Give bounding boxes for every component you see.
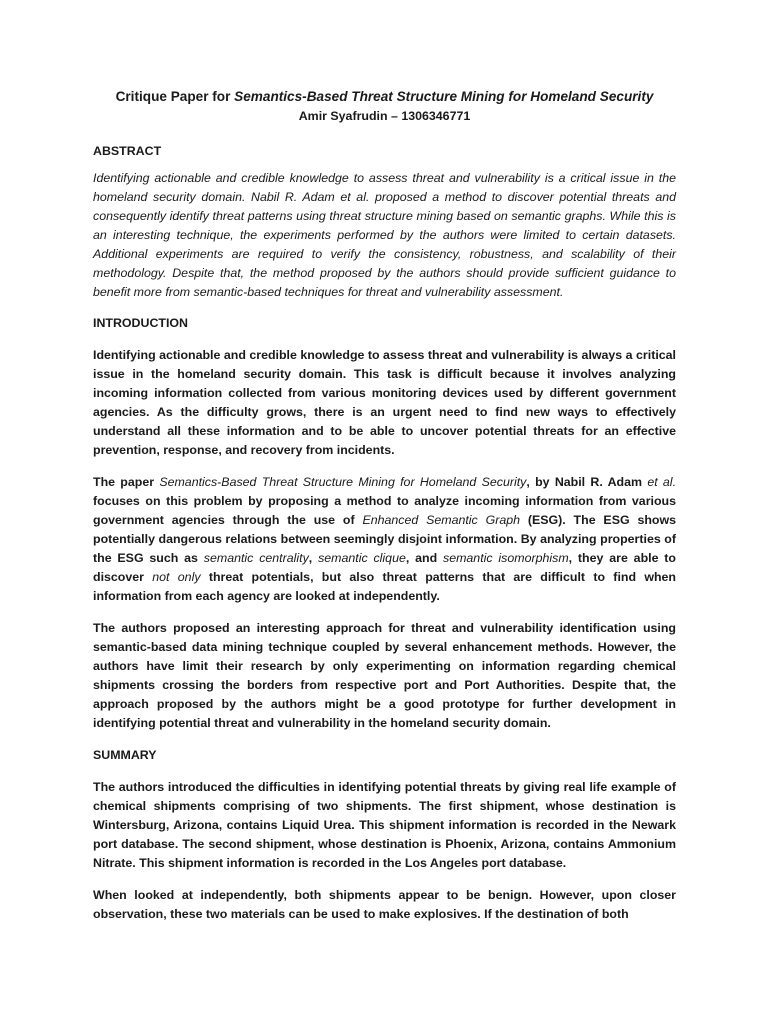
introduction-paragraph-3: The authors proposed an interesting approach for threat and vulnerability identification using semantic-based data mining technique coupled by several enhancement methods. However, the authors have limit their research by only experimenting on information regarding chemical shipments crossing the borders from respective port and Port Authorities. Despite that, the approach proposed by the authors might be a good prototype for further development in identifying potential threat and vulnerability in the homeland security domain. (93, 621, 676, 730)
term-semantic-clique: semantic clique (318, 551, 406, 565)
abstract-body: Identifying actionable and credible knowledge to assess threat and vulnerability is a critical issue in the homeland security domain. Nabil R. Adam et al. proposed a method to discover potential threats and consequently identify threat patterns using threat structure mining based on semantic graphs. While this is an interesting technique, the experiments performed by the authors were limited to certain datasets. Additional experiments are required to verify the consistency, robustness, and scalability of their methodology. Despite that, the method proposed by the authors should provide sufficient guidance to benefit more from semantic-based techniques for threat and vulnerability assessment. (93, 171, 676, 299)
title-prefix: Critique Paper for (115, 89, 235, 104)
summary-paragraph-2: When looked at independently, both shipments appear to be benign. However, upon closer observation, these two materials can be used to make explosives. If the destination of both (93, 888, 676, 921)
author-line: Amir Syafrudin – 1306346771 (298, 109, 471, 123)
summary-heading: SUMMARY (93, 748, 157, 762)
et-al: et al. (647, 475, 677, 489)
document-title (93, 87, 676, 106)
introduction-paragraph-1: Identifying actionable and credible knowledge to assess threat and vulnerability is always a critical issue in the homeland security domain. This task is difficult because it involves analyzing incoming information collected from various monitoring devices used by different government agencies. As the difficulty grows, there is an urgent need to find new ways to effectively understand all these information and to be able to uncover potential threats for an effective prevention, response, and recovery from incidents. (93, 348, 676, 457)
text-run: , they are able to discover (93, 551, 676, 584)
esg-term: Enhanced Semantic Graph (362, 513, 521, 527)
text-run: , (308, 551, 319, 565)
text-run: threat potentials, but also threat patterns that are difficult to find when information from each agency are looked at independently. (93, 570, 676, 603)
introduction-heading: INTRODUCTION (93, 316, 188, 330)
text-run: focuses on this problem by proposing a method to analyze incoming information from various government agencies through the use of (93, 494, 676, 527)
text-run: , by Nabil R. Adam (526, 475, 648, 489)
abstract-heading: ABSTRACT (93, 144, 162, 158)
introduction-paragraph-2 (93, 473, 676, 606)
summary-paragraph-1: The authors introduced the difficulties in identifying potential threats by giving real life example of chemical shipments comprising of two shipments. The first shipment, whose destination is Wintersburg, Arizona, contains Liquid Urea. This shipment information is recorded in the Newark port database. The second shipment, whose destination is Phoenix, Arizona, contains Ammonium Nitrate. This shipment information is recorded in the Los Angeles port database. (93, 780, 676, 870)
not-only-emphasis: not only (152, 570, 201, 584)
title-paper-name: Semantics-Based Threat Structure Mining for Homeland Security (234, 89, 654, 104)
paper-title-reference: Semantics-Based Threat Structure Mining for Homeland Security (159, 475, 527, 489)
term-semantic-isomorphism: semantic isomorphism (443, 551, 569, 565)
text-run: (ESG). The ESG shows potentially dangerous relations between seemingly disjoint information. By analyzing properties of the ESG such as (93, 513, 676, 565)
text-run: The paper (93, 475, 160, 489)
term-semantic-centrality: semantic centrality (203, 551, 309, 565)
text-run: , and (405, 551, 443, 565)
